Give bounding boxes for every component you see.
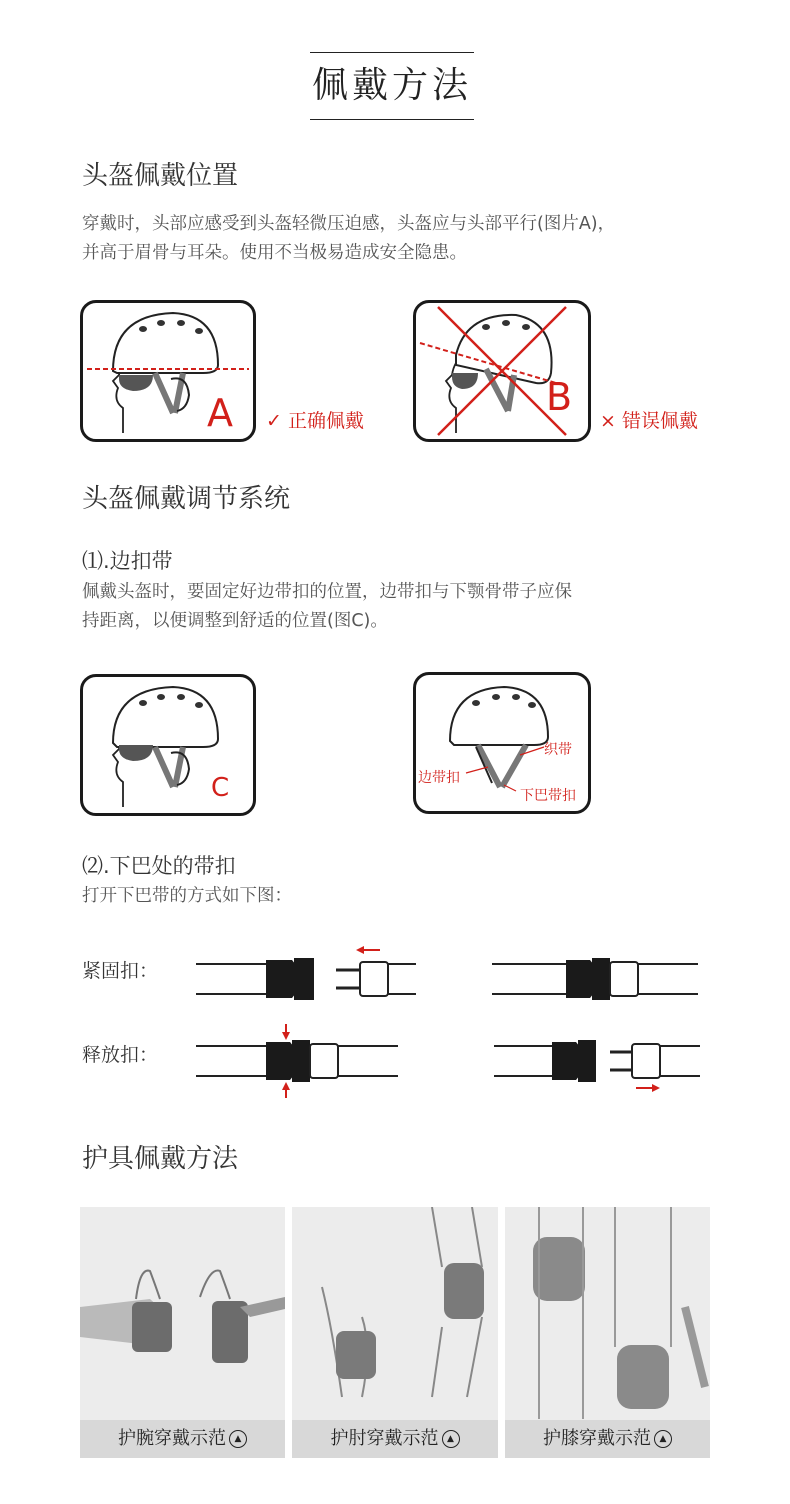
- up-arrow-icon: ▲: [654, 1430, 672, 1448]
- caption-text: 护膝穿戴示范: [543, 1428, 651, 1449]
- fasten-closed-buckle: [492, 958, 698, 1000]
- page-title: 佩戴方法: [311, 65, 472, 106]
- helmet-position-text: [82, 210, 772, 268]
- knee-guard-caption: [505, 1420, 710, 1458]
- wrist-guard-photo: [80, 1207, 285, 1458]
- knee-guard-photo: [505, 1207, 710, 1458]
- helmet-wrong-panel: [413, 300, 591, 442]
- wrist-guard-caption: [80, 1420, 285, 1458]
- wrist-guard-illustration: [80, 1207, 285, 1419]
- paragraph-line: 佩戴头盔时，要固定好边带扣的位置，边带扣与下颚骨带子应保: [82, 582, 572, 602]
- side-strap-title: ⑴.边扣带: [82, 549, 173, 573]
- helmet-c-panel: [80, 674, 256, 816]
- panel-a-letter: A: [207, 391, 233, 435]
- strap-parts-panel: [413, 672, 591, 814]
- panel-b-letter: B: [546, 375, 573, 419]
- title-frame: [310, 52, 474, 120]
- elbow-guard-photo: [292, 1207, 498, 1458]
- up-arrow-icon: ▲: [229, 1430, 247, 1448]
- buckle-diagrams: [190, 940, 730, 1100]
- correct-wear-label: [266, 406, 364, 433]
- knee-guard-illustration: [505, 1207, 710, 1419]
- chin-buckle-label: 下巴带扣: [520, 788, 576, 804]
- paragraph-line: 持距离，以便调整到舒适的位置(图C)。: [82, 611, 388, 631]
- caption-text: 护腕穿戴示范: [118, 1428, 226, 1449]
- fasten-buckle-label: 紧固扣：: [82, 960, 159, 982]
- check-icon: ✓: [266, 410, 282, 432]
- fasten-open-buckle: [196, 946, 416, 1000]
- side-buckle-label: 边带扣: [418, 770, 460, 786]
- protective-gear-heading: 护具佩戴方法: [82, 1144, 239, 1174]
- elbow-guard-caption: [292, 1420, 498, 1458]
- side-strap-text: [82, 578, 762, 636]
- cross-icon: ×: [600, 410, 616, 432]
- helmet-position-heading: 头盔佩戴位置: [82, 161, 239, 191]
- chin-buckle-text: 打开下巴带的方式如下图：: [82, 886, 292, 906]
- elbow-guard-illustration: [292, 1207, 498, 1419]
- release-pressed-buckle: [196, 1024, 398, 1098]
- caption-text: 护肘穿戴示范: [330, 1428, 439, 1449]
- chin-buckle-title: ⑵.下巴处的带扣: [82, 854, 236, 878]
- wrong-wear-text: 错误佩戴: [621, 410, 698, 432]
- paragraph-line: 穿戴时，头部应感受到头盔轻微压迫感，头盔应与头部平行(图片A)，: [82, 214, 616, 234]
- release-buckle-label: 释放扣：: [82, 1044, 159, 1066]
- helmet-correct-panel: [80, 300, 256, 442]
- webbing-label: 织带: [544, 742, 572, 758]
- correct-wear-text: 正确佩戴: [287, 410, 364, 432]
- adjustment-system-heading: 头盔佩戴调节系统: [82, 484, 291, 514]
- paragraph-line: 并高于眉骨与耳朵。使用不当极易造成安全隐患。: [82, 243, 467, 263]
- panel-c-letter: C: [211, 773, 230, 803]
- wrong-wear-label: [600, 406, 698, 433]
- release-open-buckle: [494, 1040, 700, 1092]
- up-arrow-icon: ▲: [442, 1430, 460, 1448]
